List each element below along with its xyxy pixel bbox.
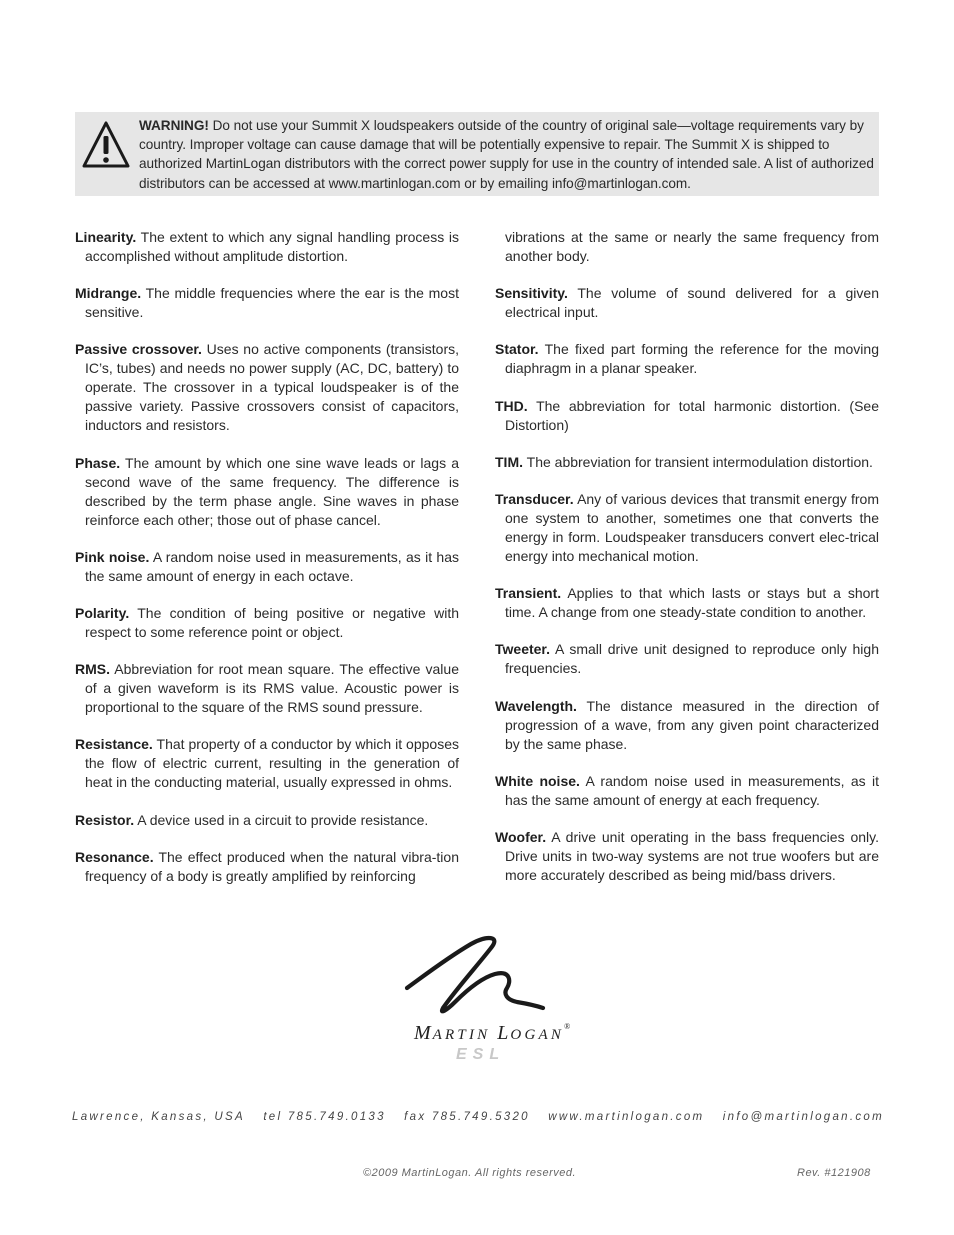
glossary-definition: Abbreviation for root mean square. The effective value of a given waveform is its RMS value. Acoustic power is proportional to the square of the RMS sound pressure.	[85, 661, 459, 716]
glossary-definition: A random noise used in measurements, as it has the same amount of energy in each octave.	[85, 548, 459, 584]
glossary-continuation: vibrations at the same or nearly the same frequency from another body.	[505, 229, 879, 264]
revision-number: Rev. #121908	[797, 1167, 871, 1179]
glossary-term: Sensitivity.	[495, 285, 568, 302]
glossary-term: Woofer.	[495, 828, 547, 845]
glossary-entry	[75, 340, 459, 435]
glossary-entry	[495, 640, 879, 678]
glossary-entry	[495, 340, 879, 378]
footer-tel: tel 785.749.0133	[263, 1111, 386, 1123]
footer-location: Lawrence, Kansas, USA	[72, 1111, 245, 1123]
contact-footer	[72, 1111, 884, 1123]
logo-letter-m: M	[414, 1022, 433, 1044]
logo-esl: ESL	[456, 1046, 506, 1063]
warning-label: WARNING!	[139, 118, 209, 133]
glossary-term: White noise.	[495, 772, 580, 789]
glossary-term: RMS.	[75, 661, 110, 678]
glossary-definition: That property of a conductor by which it opposes the flow of electric current, resulting in the generation of heat in the conducting material, usually expressed in ohms.	[85, 736, 459, 791]
glossary-term: Polarity.	[75, 604, 130, 621]
glossary-definition: Applies to that which lasts or stays but a short time. A change from one steady-state condition to another.	[505, 585, 879, 621]
glossary-term: Passive crossover.	[75, 341, 202, 358]
glossary-entry	[495, 828, 879, 885]
glossary-term: TIM.	[495, 453, 523, 470]
glossary-definition: Any of various devices that transmit energy from one system to another, sometimes one that converts the energy in form. Loudspeaker transducers convert elec-trical energy into mechanical motion.	[505, 490, 879, 564]
glossary-term: Transducer.	[495, 490, 574, 507]
glossary-entry	[75, 284, 459, 322]
footer-fax: fax 785.749.5320	[404, 1111, 530, 1123]
glossary-term: Midrange.	[75, 285, 142, 302]
glossary-term: THD.	[495, 397, 528, 414]
glossary-entry	[75, 735, 459, 792]
glossary-term: Transient.	[495, 585, 562, 602]
glossary-definition: A small drive unit designed to reproduce only high frequencies.	[505, 641, 879, 677]
glossary-term: Resonance.	[75, 848, 154, 865]
glossary-term: Wavelength.	[495, 697, 577, 714]
glossary-entry	[75, 848, 459, 886]
glossary-term: Resistor.	[75, 811, 135, 828]
logo-letter-l: L	[497, 1022, 511, 1044]
glossary-definition: The amount by which one sine wave leads or lags a second wave of the same frequency. The difference is described by the term phase angle. Sine waves in phase reinforce each other; those out of phase cancel.	[85, 454, 460, 528]
glossary-column-right	[495, 228, 879, 903]
glossary-term: Stator.	[495, 341, 539, 358]
glossary-entry	[495, 772, 879, 810]
glossary-entry	[495, 490, 879, 566]
glossary-definition: The distance measured in the direction of progression of a wave, from any given point characterized by the same phase.	[505, 697, 880, 752]
glossary-definition: A random noise used in measurements, as it has the same amount of energy at each frequency.	[505, 772, 880, 808]
copyright: ©2009 MartinLogan. All rights reserved.	[363, 1167, 577, 1179]
glossary-entry	[75, 454, 459, 530]
glossary-entry	[75, 811, 459, 830]
glossary-definition: The abbreviation for transient intermodulation distortion.	[526, 453, 873, 470]
glossary-definition: A drive unit operating in the bass frequencies only. Drive units in two-way systems are not true woofers but are more accurately described as being mid/bass drivers.	[505, 828, 879, 883]
warning-triangle-icon	[81, 120, 131, 170]
glossary-definition: The volume of sound delivered for a given electrical input.	[505, 285, 879, 321]
glossary-entry	[495, 284, 879, 322]
glossary-term: Resistance.	[75, 736, 153, 753]
glossary-definition: The effect produced when the natural vibra-tion frequency of a body is greatly amplified by reinforcing	[85, 848, 459, 884]
glossary-entry	[495, 584, 879, 622]
glossary-term: Linearity.	[75, 229, 137, 245]
glossary-entry	[75, 228, 459, 266]
glossary-term: Phase.	[75, 454, 121, 471]
glossary-definition: The condition of being positive or negative with respect to some reference point or object.	[85, 604, 459, 640]
footer-email: info@martinlogan.com	[722, 1111, 884, 1123]
glossary-definition: The extent to which any signal handling process is accomplished without amplitude distortion.	[85, 229, 459, 264]
glossary-definition: The middle frequencies where the ear is the most sensitive.	[85, 285, 459, 321]
glossary-entry	[495, 697, 879, 754]
warning-box	[75, 112, 879, 196]
glossary-entry	[75, 660, 459, 717]
logo-word-artin: ARTIN	[432, 1027, 491, 1043]
logo-wordmark	[414, 1022, 570, 1045]
glossary-column-left	[75, 228, 459, 904]
footer-web: www.martinlogan.com	[548, 1111, 705, 1123]
glossary-definition: The abbreviation for total harmonic distortion. (See Distortion)	[505, 397, 880, 433]
glossary-definition: The fixed part forming the reference for the moving diaphragm in a planar speaker.	[505, 341, 879, 377]
glossary-entry	[495, 453, 879, 472]
glossary-entry	[75, 548, 459, 586]
glossary-definition: Uses no active components (transistors, IC’s, tubes) and needs no power supply (AC, DC, battery) to operate. The crossover in a typical loudspeaker is of the passive variety. Passive crossovers consist of capacitors, inductors and resistors.	[85, 341, 459, 434]
warning-body: Do not use your Summit X loudspeakers outside of the country of original sale—voltage requirements vary by country. Improper voltage can cause damage that will be potentially expensive to repair. The Summit X is shipped to authorized MartinLogan distributors with the correct power supply for use in the country of intended sale. A list of authorized distributors can be accessed at www.martinlogan.com or by emailing info@martinlogan.com.	[139, 118, 874, 191]
logo-word-ogan: OGAN	[510, 1027, 565, 1043]
glossary-definition: A device used in a circuit to provide resistance.	[137, 811, 429, 828]
registered-mark: ®	[564, 1022, 571, 1031]
glossary-term: Tweeter.	[495, 641, 550, 658]
warning-text	[139, 116, 879, 193]
glossary-entry	[75, 604, 459, 642]
glossary-entry	[495, 397, 879, 435]
glossary-term: Pink noise.	[75, 548, 150, 565]
